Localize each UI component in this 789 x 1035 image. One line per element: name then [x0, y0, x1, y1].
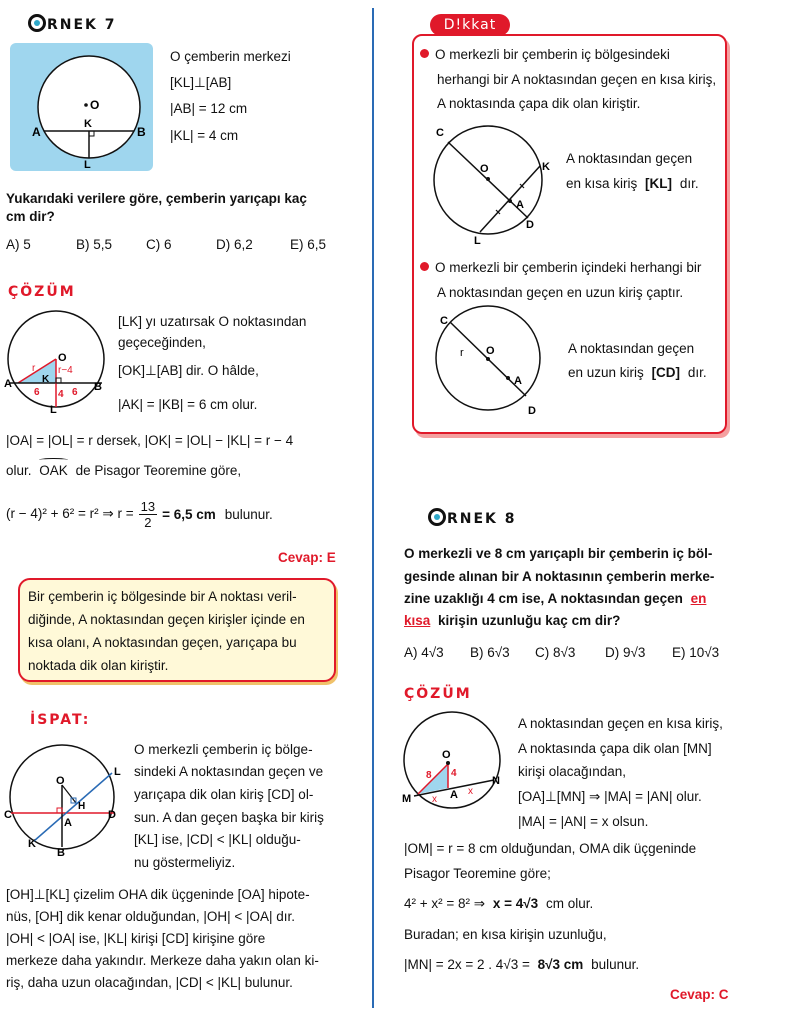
- ispat-text: sindeki A noktasından geçen ve: [134, 764, 324, 779]
- ornek7-question: cm dir?: [6, 209, 55, 224]
- cozum2-text: [OA]⊥[MN] ⇒ |MA| = |AN| olur.: [518, 789, 702, 804]
- cozum1-title: ÇÖZÜM: [8, 284, 76, 300]
- dikkat-rule1: herhangi bir A noktasından geçen en kısa kiriş,: [437, 72, 717, 87]
- label-b: B: [137, 125, 146, 139]
- cozum2-line1: |OM| = r = 8 cm olduğundan, OMA dik üçgeninde: [404, 841, 697, 856]
- label-h: H: [78, 801, 86, 812]
- equation-result: = 6,5 cm: [162, 506, 216, 522]
- cozum2-figure: [400, 708, 512, 810]
- ispat-text: O merkezli çemberin iç bölge-: [134, 742, 313, 757]
- ornek7-question: Yukarıdaki verilere göre, çemberin yarıçapı kaç: [6, 191, 307, 206]
- label-m: M: [402, 793, 412, 805]
- label-k: K: [542, 161, 550, 173]
- point-a: [506, 376, 510, 380]
- label-k: K: [42, 374, 50, 385]
- cozum1-text: |AK| = |KB| = 6 cm olur.: [118, 397, 258, 412]
- note-line: kısa olanı, A noktasından geçen, yarıçapa bu: [28, 635, 297, 650]
- option-a: A) 4√3: [404, 645, 444, 660]
- label-o: O: [486, 345, 495, 357]
- label-d: D: [108, 809, 116, 821]
- ispat-text: yarıçapa dik olan kiriş [CD] ol-: [134, 787, 314, 802]
- ispat-line: nüs, [OH] dik kenar olduğundan, |OH| < |OA| dır.: [6, 909, 296, 924]
- cozum1-figure: [4, 305, 112, 417]
- triangle-text: OAK: [39, 463, 68, 478]
- label-l: L: [50, 404, 57, 416]
- cozum2-text: kirişi olacağından,: [518, 764, 627, 779]
- label-a: A: [516, 199, 524, 211]
- equation-result: x = 4√3: [492, 896, 539, 911]
- cozum2-answer: Cevap: C: [670, 987, 729, 1002]
- label-r: r: [460, 347, 464, 359]
- given-line: |KL| = 4 cm: [170, 128, 239, 143]
- label-n: N: [492, 775, 500, 787]
- ornek8-title: RNEK 8: [428, 508, 517, 527]
- cozum1-answer: Cevap: E: [278, 550, 336, 565]
- center-point: [84, 103, 88, 107]
- cozum1-line2: [6, 462, 241, 480]
- option-b: B) 6√3: [470, 645, 510, 660]
- label-six-right: 6: [72, 387, 78, 398]
- dikkat-rule2: A noktasından geçen en uzun kiriş çaptır.: [437, 285, 684, 300]
- label-x2: x: [468, 786, 473, 797]
- label-o: O: [56, 775, 65, 787]
- cozum2-text: A noktasında çapa dik olan [MN]: [518, 741, 712, 756]
- label-a: A: [32, 125, 41, 139]
- label-a: A: [4, 378, 12, 390]
- option-b: B) 5,5: [76, 237, 113, 252]
- cozum1-equation: [6, 496, 273, 532]
- label-six-left: 6: [34, 387, 40, 398]
- note-box: [18, 578, 336, 682]
- equation-left: |MN| = 2x = 2 . 4√3 =: [404, 957, 530, 972]
- given-line: [KL]⊥[AB]: [170, 75, 232, 90]
- center-point: [486, 177, 490, 181]
- ornek8-question: gesinde alınan bir A noktasının çemberin merke-: [404, 569, 715, 584]
- label-b: B: [94, 381, 102, 393]
- dikkat-rule2: [420, 259, 701, 277]
- ispat-text: nu göstermeliyiz.: [134, 855, 236, 870]
- dikkat-figure1: [428, 118, 558, 246]
- text-part: dır.: [679, 176, 699, 191]
- equation-left: 4² + x² = 8² ⇒: [404, 896, 486, 911]
- ispat-title: İSPAT:: [30, 712, 91, 728]
- ispat-line: riş, daha uzun olacağından, |CD| < |KL| bulunur.: [6, 975, 293, 990]
- cozum2-text: A noktasından geçen en kısa kiriş,: [518, 716, 723, 731]
- label-a: A: [514, 375, 522, 387]
- option-c: C) 8√3: [535, 645, 576, 660]
- given-line: O çemberin merkezi: [170, 49, 291, 64]
- ispat-line: merkeze daha yakındır. Merkeze daha yakın olan ki-: [6, 953, 319, 968]
- option-c: C) 6: [146, 237, 172, 252]
- cozum2-line3: Buradan; en kısa kirişin uzunluğu,: [404, 927, 607, 942]
- text-part: en kısa kiriş: [566, 176, 638, 191]
- line2-part: de Pisagor Teoremine göre,: [75, 463, 242, 478]
- question-part: zine uzaklığı 4 cm ise, A noktasından geçen: [404, 591, 683, 606]
- label-d: D: [528, 405, 536, 417]
- option-e: E) 6,5: [290, 237, 327, 252]
- label-four: 4: [58, 389, 64, 400]
- dikkat-fig2-text: [568, 364, 707, 382]
- line2-part: olur.: [6, 463, 32, 478]
- chord-kl: [34, 773, 112, 841]
- question-emphasis: en: [690, 591, 707, 606]
- label-d: D: [526, 219, 534, 231]
- label-k: K: [28, 838, 36, 850]
- note-line: noktada dik olan kiriştir.: [28, 658, 169, 673]
- point-a: [508, 199, 512, 203]
- label-l: L: [474, 235, 481, 246]
- center-point: [446, 761, 450, 765]
- equation-result: 8√3 cm: [537, 957, 584, 972]
- cozum1-text: [LK] yı uzatırsak O noktasından: [118, 314, 307, 329]
- text-part: en uzun kiriş: [568, 365, 644, 380]
- note-line: Bir çemberin iç bölgesinde bir A noktası veril-: [28, 589, 297, 604]
- option-a: A) 5: [6, 237, 31, 252]
- ornek8-question: [404, 590, 706, 608]
- note-line: diğinde, A noktasından geçen kirişler içinde en: [28, 612, 305, 627]
- option-d: D) 9√3: [605, 645, 646, 660]
- center-point: [486, 357, 490, 361]
- label-four: 4: [451, 768, 457, 779]
- ornek7-figure: [10, 43, 153, 171]
- ispat-text: sun. A dan geçen başka bir kiriş: [134, 810, 324, 825]
- label-o: O: [90, 98, 100, 112]
- label-l: L: [84, 159, 91, 171]
- cozum2-text: |MA| = |AN| = x olsun.: [518, 814, 649, 829]
- ornek-o-icon: [428, 508, 446, 526]
- label-o: O: [480, 163, 489, 175]
- ispat-line: |OH| < |OA| ise, |KL| kirişi [CD] kirişine göre: [6, 931, 266, 946]
- label-c: C: [436, 127, 444, 139]
- cozum1-text: [OK]⊥[AB] dir. O hâlde,: [118, 363, 259, 378]
- question-emphasis: kısa: [404, 613, 431, 628]
- rule-text: O merkezli bir çemberin içindeki herhangi bir: [435, 260, 702, 275]
- text-part-bold: [CD]: [651, 365, 681, 380]
- fraction-numerator: 13: [140, 498, 156, 514]
- label-r-minus-4: r−4: [58, 365, 73, 376]
- cozum1-text: geçeceğinden,: [118, 335, 206, 350]
- ornek7-title: RNEK 7: [28, 14, 117, 33]
- equation-post: bulunur.: [224, 506, 273, 522]
- bullet-icon: [420, 49, 429, 58]
- label-r: r: [32, 363, 36, 374]
- column-divider: [372, 8, 374, 1008]
- label-b: B: [57, 847, 65, 857]
- label-k: K: [84, 118, 92, 130]
- fraction: [139, 499, 157, 530]
- text-part: dır.: [687, 365, 707, 380]
- ornek8-question: O merkezli ve 8 cm yarıçaplı bir çemberin iç böl-: [404, 546, 713, 561]
- ornek-o-icon: [28, 14, 46, 32]
- cozum2-equation2: [404, 956, 639, 974]
- option-d: D) 6,2: [216, 237, 253, 252]
- ispat-figure: [4, 735, 130, 857]
- label-x1: x: [432, 794, 437, 805]
- segment-oh: [62, 785, 76, 803]
- fraction-denominator: 2: [144, 514, 152, 530]
- rule-text: O merkezli bir çemberin iç bölgesindeki: [435, 47, 670, 62]
- text-part-bold: [KL]: [645, 176, 673, 191]
- dikkat-figure2: [426, 304, 552, 420]
- label-a: A: [450, 789, 458, 801]
- dikkat-fig2-text: A noktasından geçen: [568, 341, 695, 356]
- label-c: C: [440, 315, 448, 327]
- option-e: E) 10√3: [672, 645, 720, 660]
- given-line: |AB| = 12 cm: [170, 101, 248, 116]
- label-l: L: [114, 766, 121, 778]
- ispat-text: [KL] ise, |CD| < |KL| olduğu-: [134, 832, 301, 847]
- ornek8-question: [404, 612, 620, 630]
- cozum2-title: ÇÖZÜM: [404, 686, 472, 702]
- bullet-icon: [420, 262, 429, 271]
- dikkat-fig1-text: A noktasından geçen: [566, 151, 693, 166]
- dikkat-fig1-text: [566, 175, 699, 193]
- label-c: C: [4, 809, 12, 821]
- label-a: A: [64, 817, 72, 829]
- equation-left: (r − 4)² + 6² = r² ⇒ r =: [6, 506, 134, 521]
- label-eight: 8: [426, 770, 432, 781]
- label-o: O: [442, 749, 451, 761]
- cozum2-line2: Pisagor Teoremine göre;: [404, 866, 551, 881]
- dikkat-tab: D!kkat: [430, 14, 510, 36]
- label-o: O: [58, 352, 67, 364]
- ispat-line: [OH]⊥[KL] çizelim OHA dik üçgeninde [OA] hipote-: [6, 887, 310, 902]
- triangle-name: [39, 462, 68, 480]
- dikkat-rule1: [420, 46, 670, 64]
- cozum1-line1: |OA| = |OL| = r dersek, |OK| = |OL| − |KL| = r − 4: [6, 433, 294, 448]
- question-part: kirişin uzunluğu kaç cm dir?: [438, 613, 621, 628]
- equation-post: bulunur.: [591, 957, 640, 972]
- cozum2-equation: [404, 895, 593, 913]
- dikkat-rule1: A noktasında çapa dik olan kiriştir.: [437, 96, 641, 111]
- equation-post: cm olur.: [545, 896, 594, 911]
